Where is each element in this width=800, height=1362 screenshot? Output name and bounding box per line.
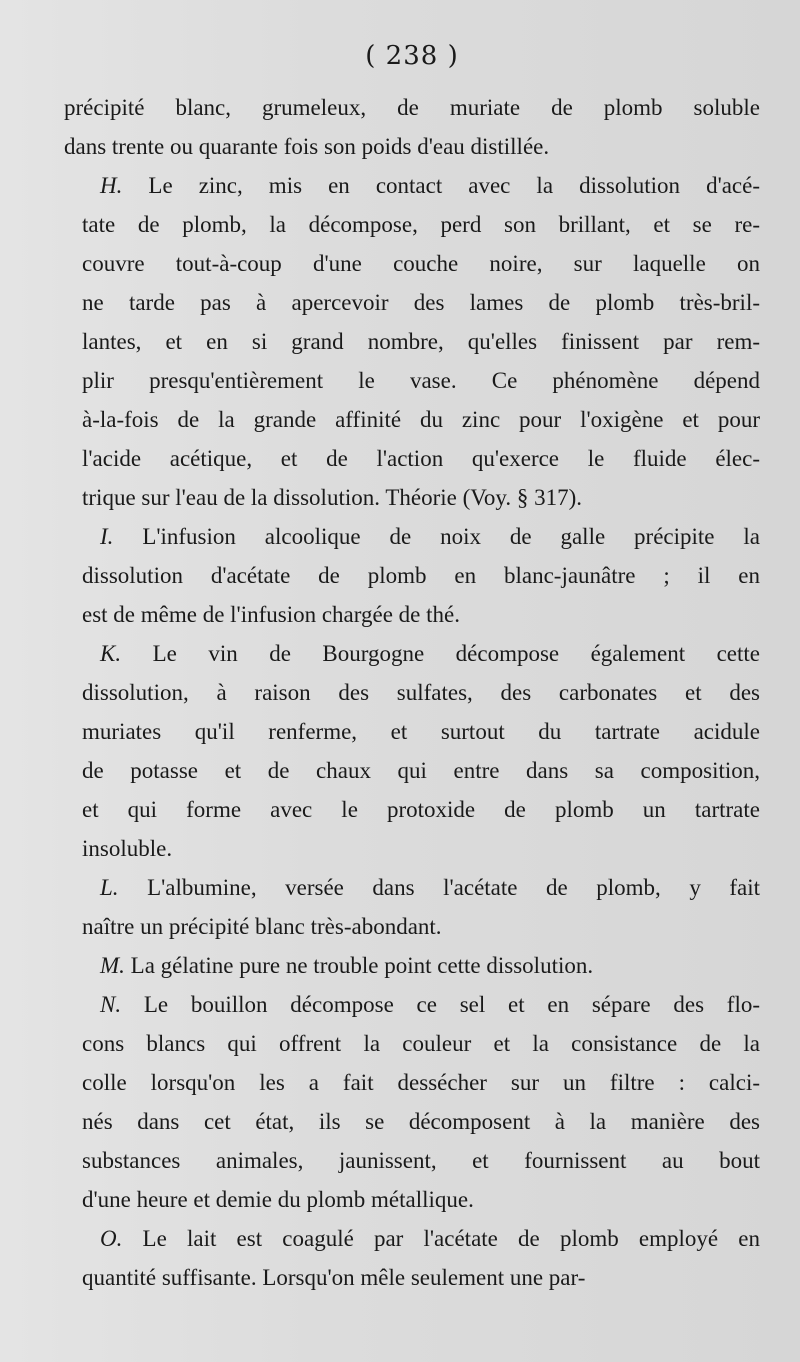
- body-text: [64, 88, 760, 1297]
- line-text: à-la-fois de la grande affinité du zinc pour l'oxigène et pour: [82, 407, 760, 432]
- paragraph: [64, 868, 760, 946]
- line-text: insoluble.: [82, 836, 173, 861]
- page-number: ( 238 ): [365, 41, 459, 71]
- text-line: [64, 595, 760, 634]
- text-line: [64, 166, 760, 205]
- line-text: cons blancs qui offrent la couleur et la consistance de la: [82, 1031, 760, 1056]
- text-line: [64, 478, 760, 517]
- line-text: Le zinc, mis en contact avec la dissolution d'acé-: [122, 173, 760, 198]
- text-line: [64, 1258, 760, 1297]
- line-text: plir presqu'entièrement le vase. Ce phénomène dépend: [82, 368, 760, 393]
- text-line: [64, 361, 760, 400]
- section-letter: I.: [100, 524, 114, 549]
- line-text: est de même de l'infusion chargée de thé.: [82, 602, 460, 627]
- paragraph: [64, 517, 760, 634]
- paragraph: [64, 166, 760, 517]
- paragraph: [64, 985, 760, 1219]
- section-letter: M.: [100, 953, 125, 978]
- text-line: [64, 1219, 760, 1258]
- text-line: [64, 556, 760, 595]
- section-letter: N.: [100, 992, 122, 1017]
- text-line: [64, 400, 760, 439]
- text-line: [64, 244, 760, 283]
- text-line: [64, 1024, 760, 1063]
- text-line: [64, 517, 760, 556]
- line-text: de potasse et de chaux qui entre dans sa composition,: [82, 758, 760, 783]
- text-line: [64, 205, 760, 244]
- line-text: Le vin de Bourgogne décompose également cette: [121, 641, 760, 666]
- line-text: dissolution d'acétate de plomb en blanc-jaunâtre ; il en: [82, 563, 760, 588]
- text-line: [64, 790, 760, 829]
- text-line: [64, 712, 760, 751]
- line-text: trique sur l'eau de la dissolution. Théorie (Voy. § 317).: [82, 485, 583, 510]
- paragraph: [64, 1219, 760, 1297]
- line-text: d'une heure et demie du plomb métallique.: [82, 1187, 474, 1212]
- paragraph: [64, 634, 760, 868]
- line-text: substances animales, jaunissent, et fournissent au bout: [82, 1148, 760, 1173]
- line-text: L'infusion alcoolique de noix de galle précipite la: [113, 524, 760, 549]
- line-text: Le bouillon décompose ce sel et en sépare des flo-: [121, 992, 760, 1017]
- line-text: naître un précipité blanc très-abondant.: [82, 914, 442, 939]
- paragraph: [64, 946, 760, 985]
- line-text: colle lorsqu'on les a fait dessécher sur un filtre : calci-: [82, 1070, 760, 1095]
- line-text: tate de plomb, la décompose, perd son brillant, et se re-: [82, 212, 760, 237]
- line-text: lantes, et en si grand nombre, qu'elles finissent par rem-: [82, 329, 760, 354]
- line-text: précipité blanc, grumeleux, de muriate de plomb soluble: [64, 95, 760, 120]
- section-letter: H.: [100, 173, 123, 198]
- line-text: nés dans cet état, ils se décomposent à la manière des: [82, 1109, 760, 1134]
- paragraph: [64, 88, 760, 166]
- text-line: [64, 829, 760, 868]
- line-text: L'albumine, versée dans l'acétate de plomb, y fait: [118, 875, 760, 900]
- line-text: l'acide acétique, et de l'action qu'exerce le fluide élec-: [82, 446, 760, 471]
- text-line: [64, 868, 760, 907]
- line-text: Le lait est coagulé par l'acétate de plomb employé en: [122, 1226, 760, 1251]
- line-text: ne tarde pas à apercevoir des lames de plomb très-bril-: [82, 290, 760, 315]
- text-line: [64, 985, 760, 1024]
- text-line: [64, 1141, 760, 1180]
- line-text: couvre tout-à-coup d'une couche noire, sur laquelle on: [82, 251, 760, 276]
- text-line: [64, 1180, 760, 1219]
- text-line: [64, 634, 760, 673]
- text-line: [64, 439, 760, 478]
- text-line: [64, 673, 760, 712]
- text-line: [64, 907, 760, 946]
- text-line: [64, 283, 760, 322]
- line-text: dissolution, à raison des sulfates, des carbonates et des: [82, 680, 760, 705]
- text-line: [64, 88, 760, 127]
- text-line: [64, 1102, 760, 1141]
- section-letter: L.: [100, 875, 119, 900]
- section-letter: O.: [100, 1226, 123, 1251]
- line-text: La gélatine pure ne trouble point cette dissolution.: [124, 953, 594, 978]
- text-line: [64, 322, 760, 361]
- line-text: muriates qu'il renferme, et surtout du tartrate acidule: [82, 719, 760, 744]
- section-letter: K.: [100, 641, 122, 666]
- text-line: [64, 1063, 760, 1102]
- text-line: [64, 946, 760, 985]
- text-line: [64, 127, 760, 166]
- line-text: et qui forme avec le protoxide de plomb un tartrate: [82, 797, 760, 822]
- text-line: [64, 751, 760, 790]
- line-text: quantité suffisante. Lorsqu'on mêle seulement une par-: [82, 1265, 586, 1290]
- line-text: dans trente ou quarante fois son poids d'eau distillée.: [64, 134, 550, 159]
